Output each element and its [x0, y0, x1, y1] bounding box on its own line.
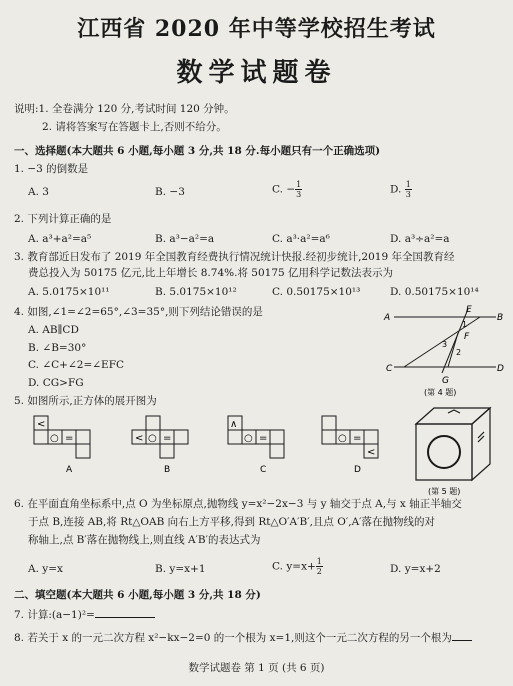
q3-stem-1: 3. 教育部近日发布了 2019 年全国教育经费执行情况统计快报.经初步统计,2019 年全国教育经 — [14, 251, 455, 263]
q6-stem-3: 称轴上,点 B′落在抛物线上,则直线 A′B′的表达式为 — [28, 534, 261, 546]
net-c-mark-eq: = — [259, 433, 268, 444]
q4-label-2: 2 — [456, 348, 462, 357]
q4-option-c: C. ∠C+∠2=∠EFC — [28, 359, 125, 371]
net-c-mark-caret: ∧ — [230, 419, 238, 430]
q4-label-3: 3 — [442, 340, 448, 349]
q5-cube-figure — [408, 402, 504, 498]
q5-stem: 5. 如图所示,正方体的展开图为 — [14, 395, 157, 407]
q4-label-e: E — [466, 305, 472, 315]
net-c-label: C — [260, 465, 267, 474]
q3-option-c: C. 0.50175×10¹³ — [272, 286, 361, 298]
q5-caption: (第 5 题) — [428, 487, 461, 496]
q4-label-g: G — [442, 376, 449, 386]
q8-stem: 8. 若关于 x 的一元二次方程 x²−kx−2=0 的一个根为 x=1,则这个一元二次方程的另一个根为 — [14, 630, 472, 645]
exam-title: 江西省 2020 年中等学校招生考试 — [77, 16, 436, 42]
q3-stem-2: 费总投入为 50175 亿元,比上年增长 8.74%.将 50175 亿用科学记数法表示为 — [28, 267, 394, 279]
q4-label-b: B — [497, 313, 504, 323]
q4-label-a: A — [384, 313, 391, 323]
q2-option-d: D. a³÷a²=a — [390, 233, 450, 245]
net-a-label: A — [66, 465, 73, 474]
q7-stem: 7. 计算:(a−1)²= — [14, 607, 155, 622]
q2-stem: 2. 下列计算正确的是 — [14, 213, 112, 225]
net-a-mark-lt: < — [37, 419, 46, 430]
q5-net-a — [30, 412, 110, 474]
q4-figure — [380, 305, 505, 397]
net-d-mark-lt: < — [367, 447, 376, 458]
q1-option-c: C. − $\frac{1}{3}$ — [272, 180, 302, 199]
q4-option-d: D. CG>FG — [28, 377, 84, 389]
q2-option-c: C. a³·a²=a⁶ — [272, 233, 330, 245]
q6-option-c: C. y=x+ $\frac{1}{2}$ — [272, 557, 322, 576]
section1-heading: 一、选择题(本大题共 6 小题,每小题 3 分,共 18 分.每小题只有一个正确选项) — [14, 145, 381, 157]
q4-label-1: 1 — [462, 320, 468, 329]
net-b-mark-circle: ○ — [148, 433, 157, 444]
net-b-mark-lt: < — [135, 433, 144, 444]
note-line-1: 说明:1. 全卷满分 120 分,考试时间 120 分钟。 — [14, 103, 235, 115]
q6-stem-2: 于点 B,连接 AB,将 Rt△OAB 向右上方平移,得到 Rt△O′A′B′,且点 O′,A′落在抛物线的对 — [28, 516, 436, 528]
q4-label-c: C — [386, 364, 393, 374]
q2-option-b: B. a³−a²=a — [155, 233, 215, 245]
q1-d-fraction: $\frac{1}{3}$ — [405, 180, 411, 199]
q4-stem: 4. 如图,∠1=∠2=65°,∠3=35°,则下列结论错误的是 — [14, 306, 263, 318]
q6-c-fraction: $\frac{1}{2}$ — [316, 557, 322, 576]
paper-title: 数学试题卷 — [176, 58, 337, 88]
q5-net-d — [318, 412, 398, 474]
page-footer: 数学试题卷 第 1 页 (共 6 页) — [188, 662, 325, 674]
q1-option-d: D. $\frac{1}{3}$ — [390, 180, 411, 199]
q4-option-b: B. ∠B=30° — [28, 342, 87, 354]
q3-option-d: D. 0.50175×10¹⁴ — [390, 286, 479, 298]
net-c-mark-circle: ○ — [244, 433, 253, 444]
q4-label-d: D — [497, 364, 504, 374]
q1-c-fraction: $\frac{1}{3}$ — [296, 180, 302, 199]
q1-option-b: B. −3 — [155, 186, 185, 198]
note-line-2: 2. 请将答案写在答题卡上,否则不给分。 — [42, 121, 227, 133]
q6-stem-1: 6. 在平面直角坐标系中,点 O 为坐标原点,抛物线 y=x²−2x−3 与 y 轴交于点 A,与 x 轴正半轴交 — [14, 498, 462, 510]
q8-answer-blank[interactable] — [452, 630, 472, 641]
net-b-mark-eq: = — [163, 433, 172, 444]
q7-answer-blank[interactable] — [95, 607, 155, 618]
q6-option-a: A. y=x — [28, 563, 63, 575]
q4-caption: (第 4 题) — [424, 388, 457, 397]
q4-option-a: A. AB∥CD — [28, 324, 79, 336]
net-a-mark-circle: ○ — [50, 433, 59, 444]
q1-stem: 1. −3 的倒数是 — [14, 163, 89, 175]
q4-label-f: F — [464, 332, 470, 342]
net-d-mark-circle: ○ — [338, 433, 347, 444]
q6-option-d: D. y=x+2 — [390, 563, 441, 575]
q2-option-a: A. a³+a²=a⁵ — [28, 233, 92, 245]
q6-option-b: B. y=x+1 — [155, 563, 206, 575]
q5-net-b — [128, 412, 208, 474]
net-d-label: D — [354, 465, 361, 474]
net-b-label: B — [164, 465, 171, 474]
net-a-mark-eq: = — [65, 433, 74, 444]
net-d-mark-eq: = — [353, 433, 362, 444]
q5-net-c — [224, 412, 304, 474]
q1-option-a: A. 3 — [28, 186, 49, 198]
q3-option-a: A. 5.0175×10¹¹ — [28, 286, 110, 298]
q3-option-b: B. 5.0175×10¹² — [155, 286, 237, 298]
section2-heading: 二、填空题(本大题共 6 小题,每小题 3 分,共 18 分) — [14, 589, 261, 601]
